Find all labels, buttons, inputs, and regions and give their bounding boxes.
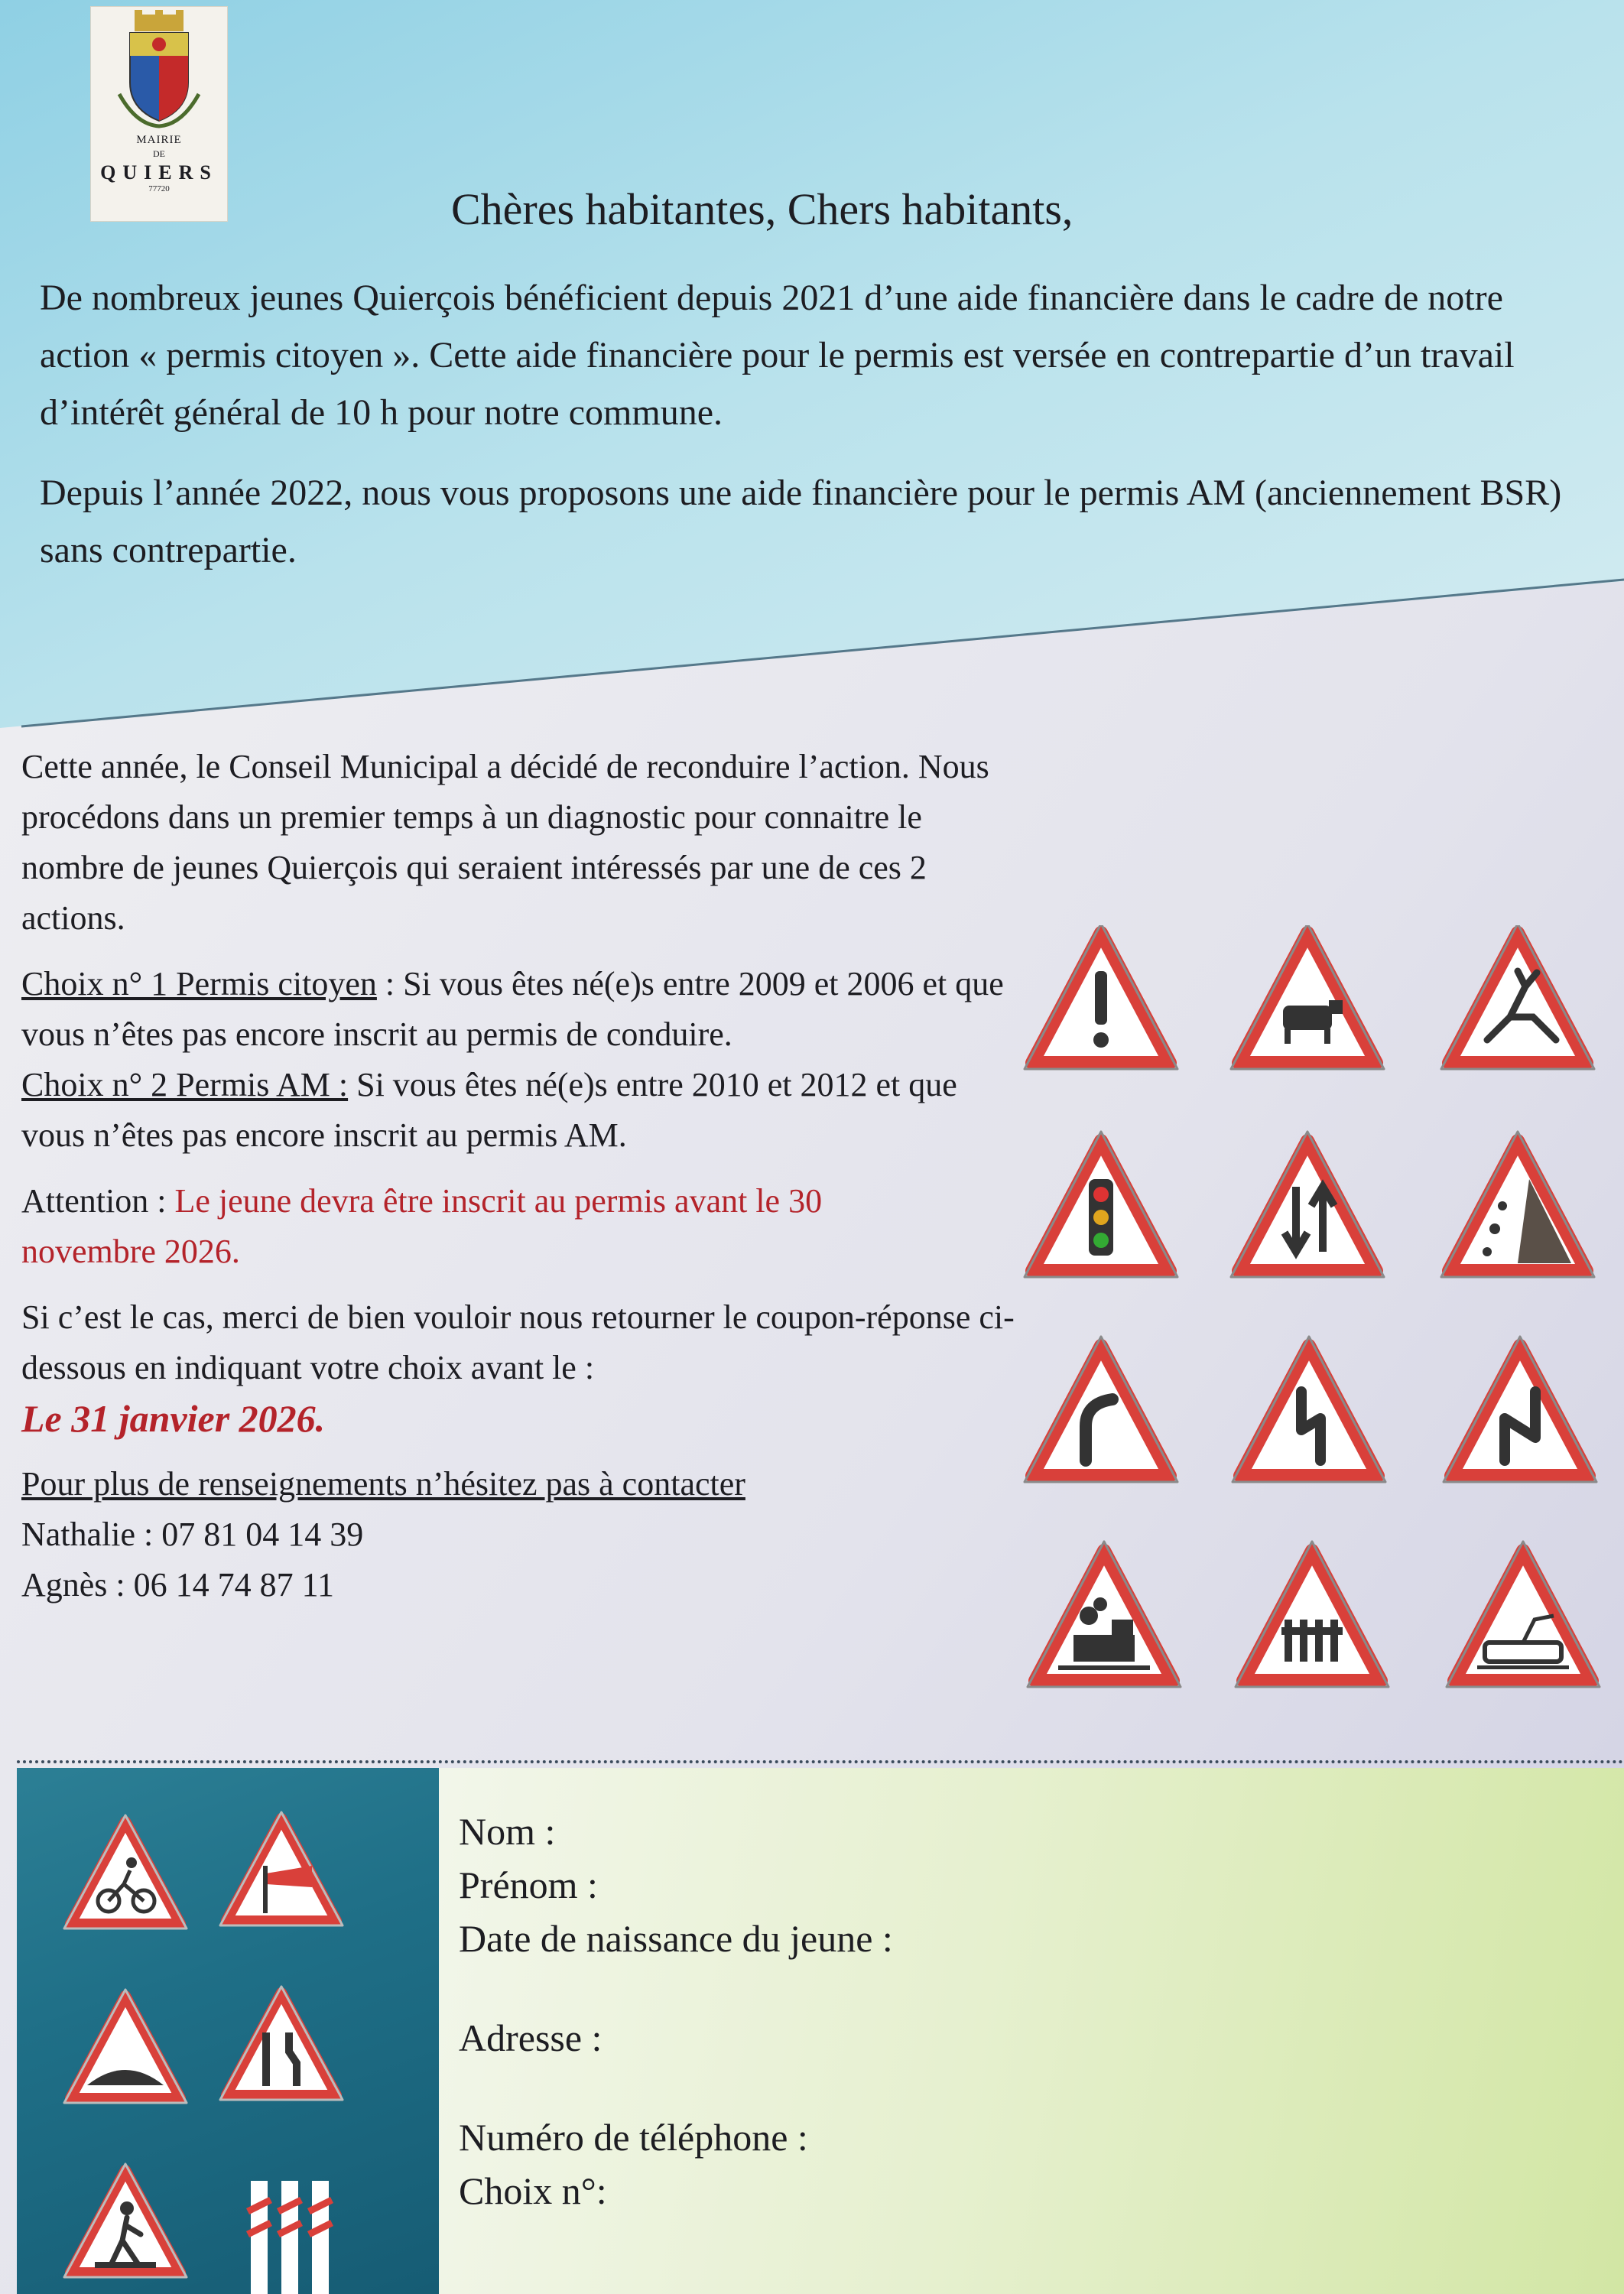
coupon-sign-panel — [17, 1768, 439, 2294]
intro-paragraph-1: De nombreux jeunes Quierçois bénéficient depuis 2021 d’une aide financière dans le cadre de notre action « permis citoyen ». Cette aide financière pour le permis est versée en contrepartie d’un travail d’intérêt général de 10 h pour notre commune. — [40, 278, 1515, 433]
wind-sock-icon — [220, 1812, 343, 1925]
contact-label: Pour plus de renseignements n’hésitez pas à contacter — [21, 1465, 745, 1503]
logo-town-name: QUIERS — [100, 161, 218, 184]
choice-2-text: Si vous êtes né(e)s entre 2010 et 2012 et que vous n’êtes pas encore inscrit au permis AM. — [21, 1066, 957, 1154]
two-way-icon — [1231, 1132, 1384, 1277]
birthdate-field-label: Date de naissance du jeune : — [459, 1917, 893, 1960]
choice-1-paragraph — [21, 959, 1015, 1060]
deadline-date: Le 31 janvier 2026. — [21, 1397, 326, 1440]
logo-line-de: DE — [153, 148, 165, 159]
cow-icon — [1231, 925, 1384, 1069]
choice-field-label: Choix n°: — [459, 2169, 607, 2212]
cut-line — [17, 1760, 1624, 1763]
pedestrian-icon — [64, 2164, 187, 2277]
speed-bump-icon — [64, 1990, 187, 2103]
falling-rocks-icon — [1441, 1132, 1594, 1277]
nom-field-label: Nom : — [459, 1810, 556, 1853]
action-paragraph: Cette année, le Conseil Municipal a décidé de reconduire l’action. Nous procédons dans un premier temps à un diagnostic pour connaitre le nombre de jeunes Quierçois qui seraient intéressés par une de ces 2 actions. — [21, 748, 989, 937]
details-section — [21, 742, 1015, 1610]
coupon-form — [459, 1805, 893, 2218]
logo-postcode: 77720 — [148, 184, 170, 193]
prenom-field-label: Prénom : — [459, 1863, 598, 1906]
phone-field-label: Numéro de téléphone : — [459, 2116, 808, 2159]
double-curve-icon — [1233, 1337, 1385, 1482]
town-logo — [90, 6, 228, 222]
attention-paragraph — [21, 1176, 885, 1277]
road-signs-grid — [1017, 925, 1613, 1728]
level-crossing-countdown-icon — [248, 2181, 332, 2294]
attention-label: Attention : — [21, 1182, 175, 1220]
curve-right-icon — [1025, 1337, 1177, 1482]
train-icon — [1028, 1542, 1181, 1687]
choice-1-label: Choix n° 1 Permis citoyen — [21, 965, 377, 1002]
address-field-label: Adresse : — [459, 2016, 603, 2059]
intro-paragraph-2: Depuis l’année 2022, nous vous proposons une aide financière pour le permis AM (anciennement BSR) sans contrepartie. — [40, 473, 1562, 570]
double-curve-left-icon — [1444, 1337, 1596, 1482]
road-narrows-icon — [220, 1987, 343, 2100]
coat-of-arms-icon — [113, 10, 205, 132]
return-paragraph: Si c’est le cas, merci de bien vouloir nous retourner le coupon-réponse ci-dessous en indiquant votre choix avant le : — [21, 1298, 1015, 1386]
traffic-light-icon — [1025, 1132, 1177, 1277]
choice-2-label: Choix n° 2 Permis AM : — [21, 1066, 349, 1103]
choice-1-text: : Si vous êtes né(e)s entre 2009 et 2006 et que vous n’êtes pas encore inscrit au permis de conduire. — [21, 965, 1004, 1053]
choice-2-paragraph — [21, 1060, 1015, 1161]
greeting-heading: Chères habitantes, Chers habitants, — [451, 184, 1073, 234]
coupon-signs — [17, 1768, 439, 2294]
intro-section — [40, 269, 1592, 602]
exclamation-icon — [1025, 925, 1177, 1069]
tram-icon — [1447, 1542, 1600, 1687]
deer-icon — [1441, 925, 1594, 1069]
contact-agnes: Agnès : 06 14 74 87 11 — [21, 1566, 335, 1604]
contact-nathalie: Nathalie : 07 81 04 14 39 — [21, 1516, 364, 1553]
logo-line-mairie: MAIRIE — [136, 134, 182, 146]
barrier-icon — [1236, 1542, 1389, 1687]
cyclist-icon — [64, 1815, 187, 1928]
attention-text: Le jeune devra être inscrit au permis avant le 30 novembre 2026. — [21, 1182, 823, 1270]
